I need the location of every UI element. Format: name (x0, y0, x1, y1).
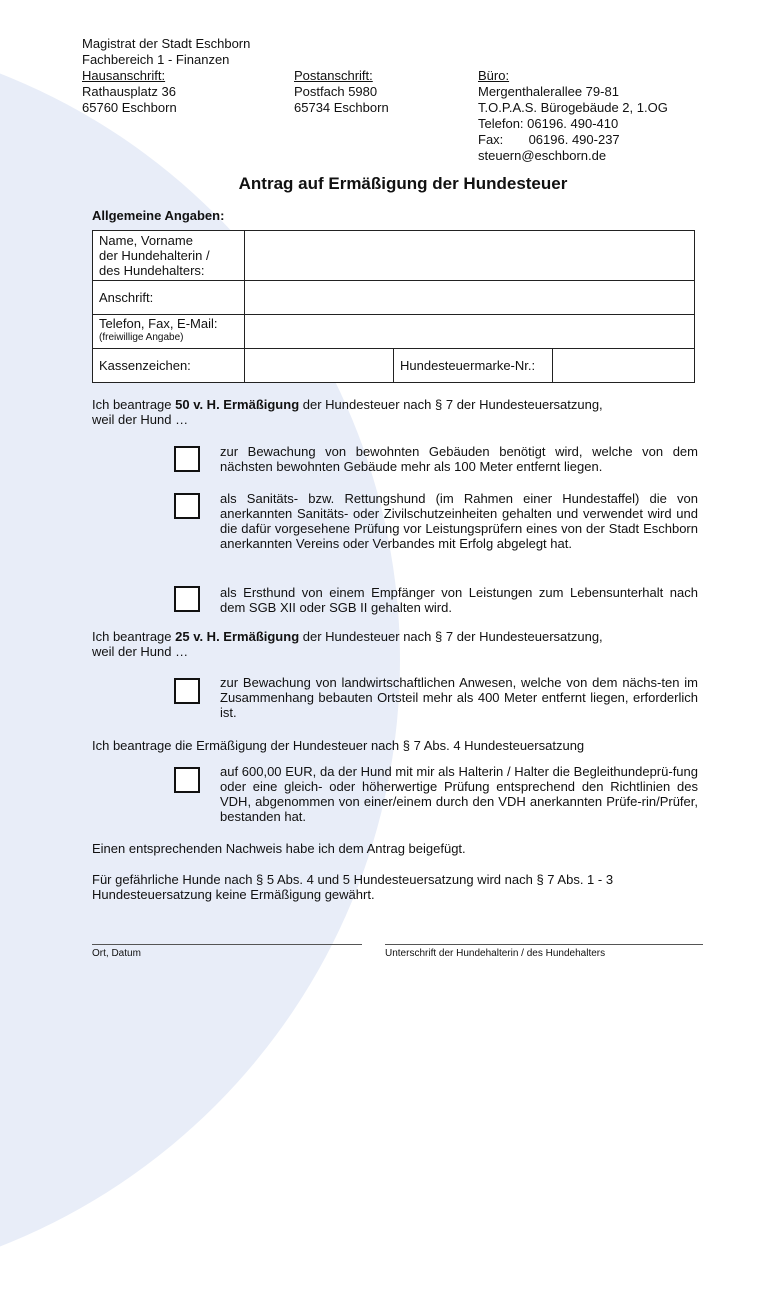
option-rescue-dog: als Sanitäts- bzw. Rettungshund (im Rahmen einer Hundestaffel) die von anerkannten Sanitäts- oder Zivilschutzeinheiten gehalten und verwendet wird und die dafür vorgesehene Prüfung vor Leistungsprüfern eines von der Stadt Eschborn anerkannten Vereins oder Verbandes mit Erfolg abgelegt hat. (220, 491, 698, 551)
signature-line[interactable] (385, 944, 703, 945)
checkbox-rescue-dog[interactable] (174, 493, 200, 519)
request-25-post: der Hundesteuer nach § 7 der Hundesteuersatzung, (299, 629, 603, 644)
place-date-label: Ort, Datum (92, 948, 141, 959)
checkbox-companion-dog[interactable] (174, 767, 200, 793)
contact-note: (freiwillige Angabe) (99, 332, 184, 343)
office-email[interactable]: steuern@eschborn.de (478, 148, 607, 163)
place-date-line[interactable] (92, 944, 362, 945)
office-phone: Telefon: 06196. 490-410 (478, 116, 619, 131)
postal-address-label: Postanschrift: (294, 68, 373, 83)
office-address-label: Büro: (478, 68, 510, 83)
request-25-bold: 25 v. H. Ermäßigung (175, 629, 300, 644)
name-label: Name, Vorname der Hundehalterin / des Hundehalters: (93, 231, 245, 281)
address-field[interactable] (245, 281, 695, 315)
tag-field[interactable] (553, 349, 695, 383)
request-50-post: der Hundesteuer nach § 7 der Hundesteuersatzung, (299, 397, 603, 412)
page-title: Antrag auf Ermäßigung der Hundesteuer (238, 174, 568, 193)
office-header (82, 36, 250, 68)
request-abs4-text: Ich beantrage die Ermäßigung der Hundesteuer nach § 7 Abs. 4 Hundesteuersatzung (92, 738, 585, 753)
postal-address-city: 65734 Eschborn (294, 100, 389, 115)
dangerous-dogs-note: Für gefährliche Hunde nach § 5 Abs. 4 und 5 Hundesteuersatzung wird nach § 7 Abs. 1 - 3 Hundesteuersatzung keine Ermäßigung gewährt. (92, 872, 614, 902)
request-25-text (92, 629, 704, 659)
applicant-table (92, 230, 695, 383)
signature-label: Unterschrift der Hundehalterin / des Hundehalters (385, 948, 606, 959)
office-fax: Fax: 06196. 490-237 (478, 132, 620, 147)
cash-label: Kassenzeichen: (93, 349, 245, 383)
request-25-pre: Ich beantrage (92, 629, 176, 644)
contact-label-cell (93, 315, 245, 349)
request-50-text (92, 397, 704, 427)
postal-address (294, 68, 389, 116)
house-address (82, 68, 177, 116)
tag-label: Hundesteuermarke-Nr.: (394, 349, 553, 383)
contact-field[interactable] (245, 315, 695, 349)
checkbox-farm-guard[interactable] (174, 678, 200, 704)
request-50-pre: Ich beantrage (92, 397, 176, 412)
office-name: Magistrat der Stadt Eschborn (82, 36, 251, 51)
name-field[interactable] (245, 231, 695, 281)
option-companion-dog: auf 600,00 EUR, da der Hund mit mir als Halterin / Halter die Begleithundeprü-fung oder eine gleich- oder höherwertige Prüfung entsprechend den Richtlinien des VDH, abgenommen von einer/einem durch den VDH anerkannten Prüfe-rin/Prüfer, bestanden hat. (220, 764, 698, 824)
office-street: Mergenthalerallee 79-81 (478, 84, 619, 99)
request-25-reason: weil der Hund … (92, 644, 189, 659)
office-address (478, 68, 668, 164)
option-farm-guard: zur Bewachung von landwirtschaftlichen Anwesen, welche von dem nächs-ten im Zusammenhang bebauten Ortsteil mehr als 400 Meter entfernt liegen, erforderlich ist. (220, 675, 698, 720)
cash-field[interactable] (245, 349, 394, 383)
proof-note: Einen entsprechenden Nachweis habe ich dem Antrag beigefügt. (92, 841, 466, 856)
request-50-bold: 50 v. H. Ermäßigung (175, 397, 300, 412)
house-address-street: Rathausplatz 36 (82, 84, 176, 99)
request-50-reason: weil der Hund … (92, 412, 189, 427)
address-label: Anschrift: (93, 281, 245, 315)
checkbox-guard-building[interactable] (174, 446, 200, 472)
option-first-dog: als Ersthund von einem Empfänger von Leistungen zum Lebensunterhalt nach dem SGB XII oder SGB II gehalten wird. (220, 585, 698, 615)
office-building: T.O.P.A.S. Bürogebäude 2, 1.OG (478, 100, 668, 115)
contact-label: Telefon, Fax, E-Mail: (99, 316, 218, 331)
checkbox-first-dog[interactable] (174, 586, 200, 612)
option-guard-building: zur Bewachung von bewohnten Gebäuden benötigt wird, welche von dem nächsten bewohnten Gebäude mehr als 100 Meter entfernt liegen. (220, 444, 698, 474)
section-heading: Allgemeine Angaben: (92, 208, 225, 223)
postal-address-box: Postfach 5980 (294, 84, 378, 99)
house-address-label: Hausanschrift: (82, 68, 166, 83)
house-address-city: 65760 Eschborn (82, 100, 177, 115)
department-name: Fachbereich 1 - Finanzen (82, 52, 230, 67)
